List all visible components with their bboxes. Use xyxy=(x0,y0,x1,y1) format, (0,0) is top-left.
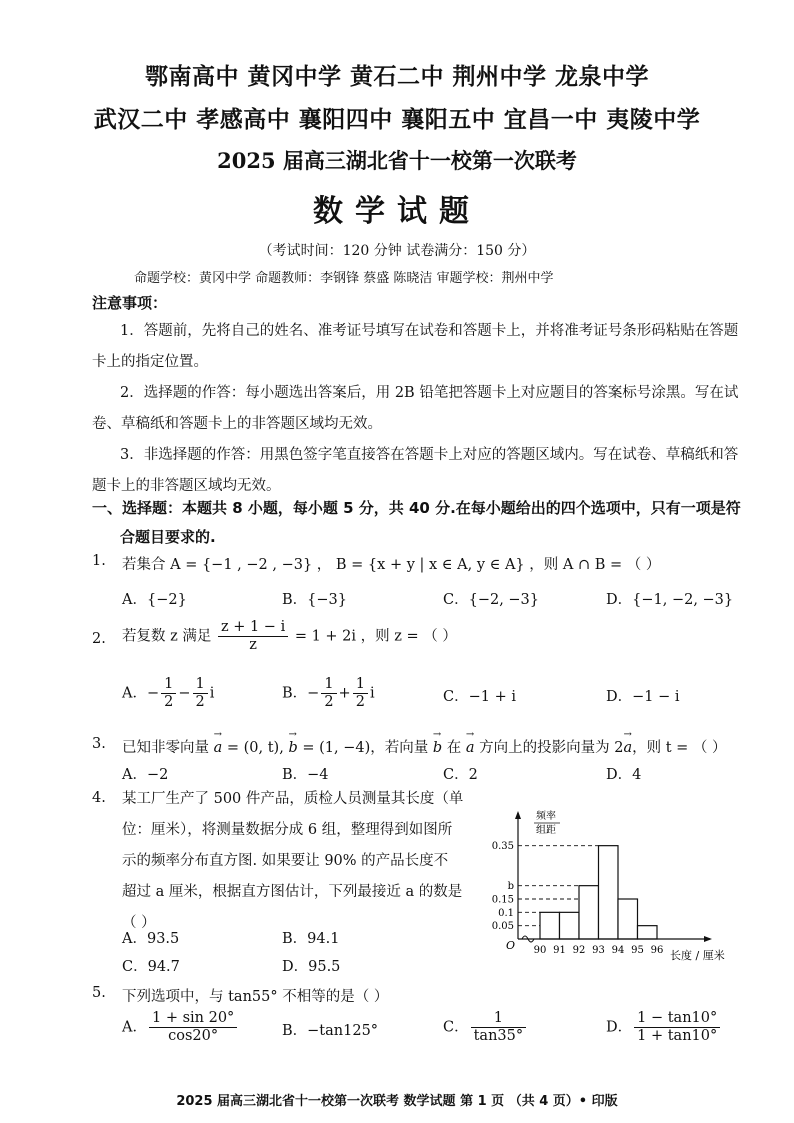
q5-option-a-label: A． xyxy=(122,1019,147,1036)
x-tick-label: 93 xyxy=(592,945,605,956)
q2-stem-post: = 1 + 2i ，则 z = （ ） xyxy=(294,628,457,645)
histogram-bar xyxy=(638,926,658,939)
frequency-histogram xyxy=(480,805,750,965)
frac-numerator: 1 xyxy=(193,676,208,694)
vector-a: → a xyxy=(466,740,475,756)
q1-stem-part-b: B = {x + y | x ∈ A, y ∈ A} ，则 A ∩ B = （ ） xyxy=(335,557,661,573)
x-axis-label: 长度 / 厘米 xyxy=(670,949,725,962)
y-tick-label: 0.1 xyxy=(498,907,514,919)
x-tick-label: 94 xyxy=(611,945,625,956)
q3-stem xyxy=(122,736,727,757)
q2-option-a-frac-1 xyxy=(161,676,176,711)
histogram-bar xyxy=(618,899,638,939)
frac-denominator: 2 xyxy=(164,694,174,710)
q3-option-d: D．4 xyxy=(606,767,642,783)
x-tick-label: 95 xyxy=(631,945,644,956)
x-tick-label: 91 xyxy=(553,945,566,956)
q5-option-d xyxy=(606,1010,722,1045)
y-tick-label: b xyxy=(507,881,514,893)
q5-option-c-label: C． xyxy=(443,1019,469,1036)
q4-stem-line: 超过 a 厘米，根据直方图估计，下列最接近 a 的数是 xyxy=(122,884,463,900)
q1-option-d: D．{−1, −2, −3} xyxy=(606,592,734,608)
setters-info: 命题学校：黄冈中学 命题教师：李钢锋 蔡盛 陈晓洁 审题学校：荆州中学 xyxy=(134,271,554,286)
q1-stem xyxy=(122,553,660,574)
q2-option-b-label: B． xyxy=(282,685,308,702)
histogram-bar xyxy=(599,846,619,939)
q4-option-c: C．94.7 xyxy=(122,959,180,975)
y-axis-label-bottom: 组距 xyxy=(536,825,556,836)
school-list-line-1: 鄂南高中 黄冈中学 黄石二中 荆州中学 龙泉中学 xyxy=(144,64,650,90)
q1-stem-part-a: 若集合 A = {−1 , −2 , −3} ， xyxy=(122,557,332,573)
q5-option-d-label: D． xyxy=(606,1019,633,1036)
q2-number: 2. xyxy=(92,631,106,647)
q1-option-c: C．{−2, −3} xyxy=(443,592,540,608)
frac-denominator: tan35° xyxy=(473,1028,524,1044)
q1-option-a: A．{−2} xyxy=(122,592,187,608)
vector-b: → b xyxy=(288,740,297,756)
frac-numerator: 1 xyxy=(471,1010,527,1028)
q5-option-c-frac xyxy=(471,1010,527,1045)
q4-number: 4. xyxy=(92,790,106,806)
q4-stem xyxy=(122,784,463,939)
q1-number: 1. xyxy=(92,553,106,569)
notice-item-1: 1．答题前，先将自己的姓名、准考证号填写在试卷和答题卡上，并将准考证号条形码粘贴在答题卡上的指定位置。 xyxy=(92,323,739,370)
histogram-bar xyxy=(579,886,599,939)
frac-numerator: 1 − tan10° xyxy=(634,1010,720,1028)
notice-title: 注意事项： xyxy=(92,294,168,312)
q5-option-a xyxy=(122,1010,239,1045)
q2-option-b-frac-1 xyxy=(321,676,336,711)
x-tick-label: 92 xyxy=(572,945,586,956)
q5-option-a-frac xyxy=(149,1010,237,1045)
section-1-heading: 一、选择题：本题共 8 小题，每小题 5 分，共 40 分.在每小题给出的四个选项中，只有一项是符合题目要求的. xyxy=(92,499,741,546)
q4-option-b: B．94.1 xyxy=(282,931,340,947)
vector-a: → a xyxy=(214,740,223,756)
q5-stem: 下列选项中，与 tan55° 不相等的是（ ） xyxy=(122,989,389,1005)
x-tick-labels xyxy=(534,945,664,956)
x-axis-arrow xyxy=(704,936,712,942)
vector-a: → a xyxy=(623,740,632,756)
q4-stem-line: 示的频率分布直方图. 如果要让 90% 的产品长度不 xyxy=(122,853,449,869)
y-tick-label: 0.15 xyxy=(491,894,514,906)
y-tick-label: 0.05 xyxy=(491,921,514,933)
q3-number: 3. xyxy=(92,736,106,752)
frac-denominator: 2 xyxy=(195,694,205,710)
frac-numerator: 1 xyxy=(353,676,368,694)
q5-option-b: B．−tan125° xyxy=(282,1023,379,1039)
q2-option-c: C．−1 + i xyxy=(443,689,516,705)
q2-option-b-frac-2 xyxy=(353,676,368,711)
school-list-line-2: 武汉二中 孝感高中 襄阳四中 襄阳五中 宜昌一中 夷陵中学 xyxy=(93,107,701,133)
exam-time-info: （考试时间：120 分钟 试卷满分：150 分） xyxy=(258,243,536,259)
histogram-bar xyxy=(560,912,580,939)
q4-option-d: D．95.5 xyxy=(282,959,341,975)
frac-numerator: 1 xyxy=(161,676,176,694)
exam-title: 2025 届高三湖北省十一校第一次联考 xyxy=(217,148,577,173)
q2-option-a-label: A． xyxy=(122,685,147,702)
q2-fraction-denominator: z xyxy=(249,637,257,653)
q3-stem-part-e: 方向上的投影向量为 2 xyxy=(479,740,624,756)
histogram-bar xyxy=(540,912,560,939)
q4-stem-line: （ ） xyxy=(122,915,156,931)
page-footer: 2025 届高三湖北省十一校第一次联考 数学试题 第 1 页 （共 4 页）• 印版 xyxy=(176,1094,618,1109)
q4-option-a: A．93.5 xyxy=(122,931,180,947)
q3-stem-part-d: 在 xyxy=(446,740,462,756)
q4-stem-line: 某工厂生产了 500 件产品，质检人员测量其长度（单 xyxy=(122,791,464,807)
subject-title: 数学试题 xyxy=(313,194,481,229)
y-axis-label-top: 频率 xyxy=(536,811,556,822)
q5-number: 5. xyxy=(92,985,106,1001)
q5-option-d-frac xyxy=(634,1010,720,1045)
frac-denominator: 1 + tan10° xyxy=(637,1028,718,1044)
q2-stem xyxy=(122,619,457,654)
q3-option-c: C．2 xyxy=(443,767,478,783)
q2-stem-pre: 若复数 z 满足 xyxy=(122,628,212,645)
q3-option-b: B．−4 xyxy=(282,767,329,783)
x-tick-label: 96 xyxy=(650,945,664,956)
q2-fraction-numerator: z + 1 − i xyxy=(218,619,288,637)
q3-stem-part-c: = (1, −4)，若向量 xyxy=(302,740,429,756)
x-tick-label: 90 xyxy=(533,945,547,956)
frac-denominator: cos20° xyxy=(168,1028,219,1044)
q2-option-a-frac-2 xyxy=(193,676,208,711)
q3-stem-part-b: = (0, t), xyxy=(226,740,284,756)
q2-option-b: B．− $\frac{1}{2}$ + $\frac{1}{2}$ i xyxy=(282,676,375,710)
frac-denominator: 2 xyxy=(355,694,365,710)
y-axis-arrow xyxy=(515,811,521,819)
q3-stem-part-f: ，则 t = （ ） xyxy=(632,740,727,756)
frac-numerator: 1 xyxy=(321,676,336,694)
frac-numerator: 1 + sin 20° xyxy=(149,1010,237,1028)
q5-option-c xyxy=(443,1010,528,1045)
origin-label: O xyxy=(506,939,516,952)
vector-b: → b xyxy=(433,740,442,756)
q3-stem-part-a: 已知非零向量 xyxy=(122,740,209,756)
q4-stem-line: 位：厘米），将测量数据分成 6 组，整理得到如图所 xyxy=(122,822,453,838)
notice-item-2: 2．选择题的作答：每小题选出答案后，用 2B 铅笔把答题卡上对应题目的答案标号涂黑。写在试卷、草稿纸和答题卡上的非答题区域均无效。 xyxy=(92,385,739,432)
q2-option-d: D．−1 − i xyxy=(606,689,680,705)
frac-denominator: 2 xyxy=(324,694,334,710)
q2-option-a: A．− $\frac{1}{2}$ − $\frac{1}{2}$ i xyxy=(122,676,215,710)
q3-option-a: A．−2 xyxy=(122,767,169,783)
y-tick-label: 0.35 xyxy=(491,841,514,853)
histogram-bars xyxy=(540,846,657,939)
q2-fraction xyxy=(218,619,288,654)
q1-option-b: B．{−3} xyxy=(282,592,347,608)
notice-item-3: 3．非选择题的作答：用黑色签字笔直接答在答题卡上对应的答题区域内。写在试卷、草稿纸和答题卡上的非答题区域均无效。 xyxy=(92,447,739,494)
y-tick-labels xyxy=(492,841,514,932)
